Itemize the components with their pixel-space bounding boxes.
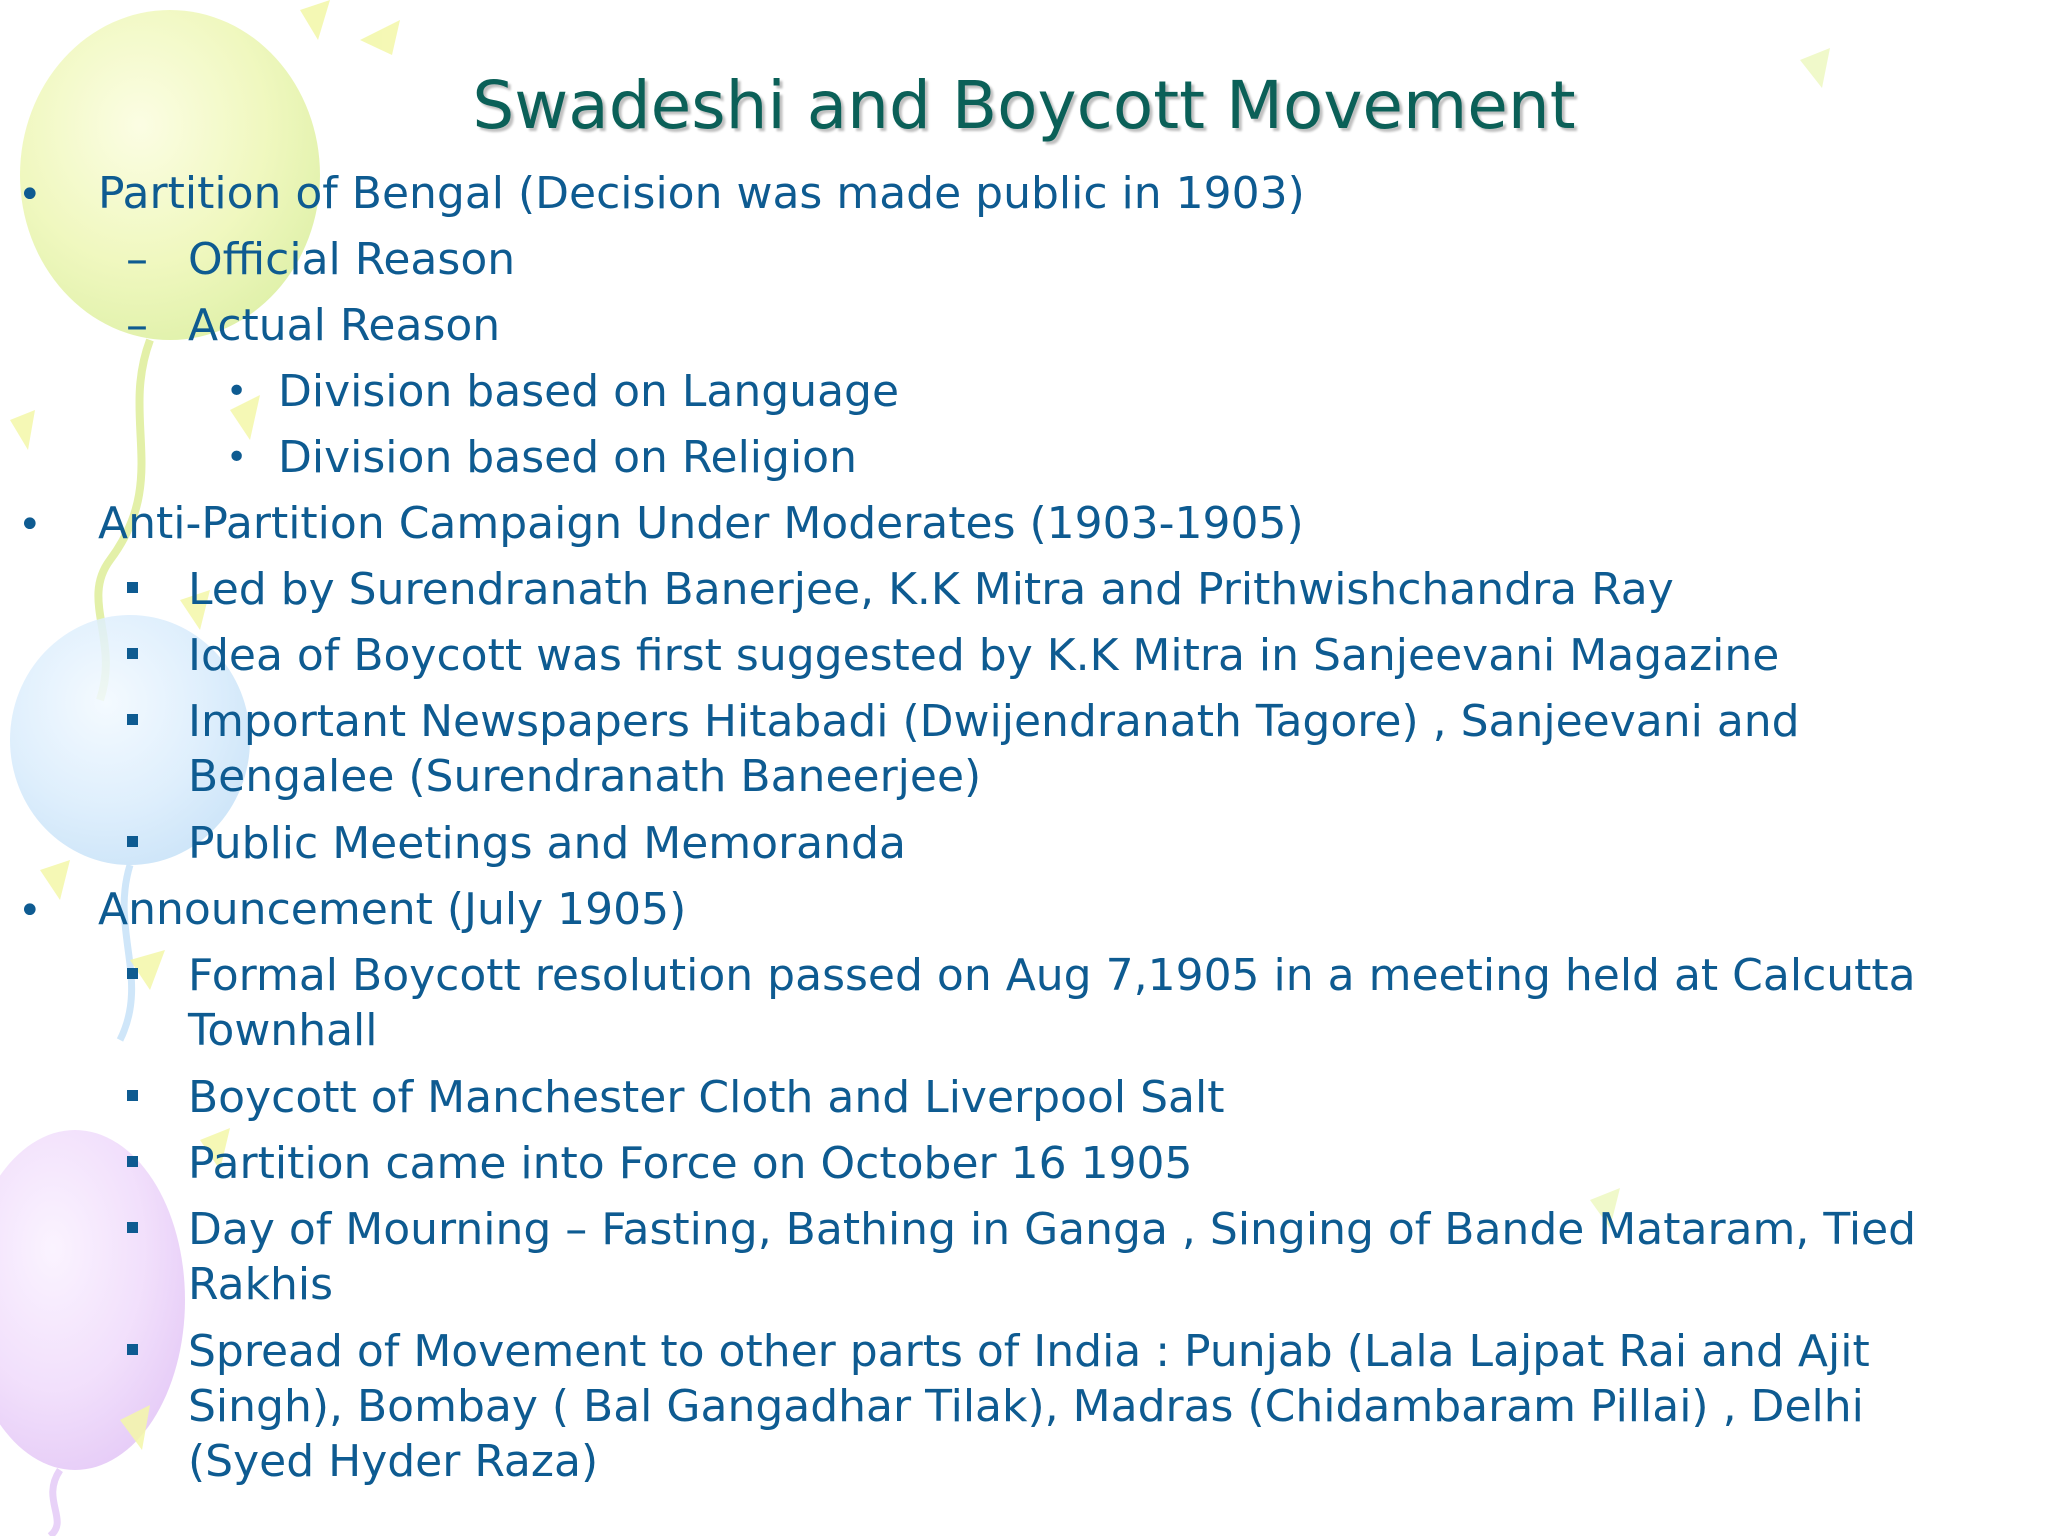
bullet-square-icon — [127, 582, 138, 593]
bullet-dot-icon: • — [226, 437, 248, 478]
list-item: Official Reason — [188, 234, 516, 285]
bullet-dash-icon: – — [126, 300, 148, 351]
list-item: Day of Mourning – Fasting, Bathing in Ganga , Singing of Bande Mataram, Tied — [188, 1204, 1917, 1255]
bullet-square-icon — [127, 1156, 138, 1167]
list-item-continuation: Singh), Bombay ( Bal Gangadhar Tilak), Madras (Chidambaram Pillai) , Delhi — [188, 1381, 1864, 1432]
slide-title: Swadeshi and Boycott Movement — [472, 67, 1576, 144]
list-item-continuation: Rakhis — [188, 1259, 334, 1310]
bullet-square-icon — [127, 836, 138, 847]
list-item: Public Meetings and Memoranda — [188, 818, 906, 869]
list-item-continuation: Townhall — [188, 1005, 378, 1056]
bullet-square-icon — [127, 968, 138, 979]
bullet-square-icon — [127, 648, 138, 659]
list-item: Anti-Partition Campaign Under Moderates (1903-1905) — [98, 498, 1304, 549]
list-item: Division based on Religion — [278, 432, 857, 483]
list-item: Division based on Language — [278, 366, 900, 417]
bullet-dot-icon: • — [226, 371, 248, 412]
bullet-square-icon — [127, 1090, 138, 1101]
bullet-square-icon — [127, 714, 138, 725]
bullet-dot-icon: • — [18, 172, 42, 218]
list-item: Formal Boycott resolution passed on Aug 7,1905 in a meeting held at Calcutta — [188, 950, 1916, 1001]
bullet-square-icon — [127, 1344, 138, 1355]
list-item: Partition of Bengal (Decision was made public in 1903) — [98, 168, 1305, 219]
list-item: Partition came into Force on October 16 1905 — [188, 1138, 1193, 1189]
bullet-dash-icon: – — [126, 234, 148, 285]
bullet-dot-icon: • — [18, 888, 42, 934]
list-item: Led by Surendranath Banerjee, K.K Mitra and Prithwishchandra Ray — [188, 564, 1674, 615]
list-item: Important Newspapers Hitabadi (Dwijendranath Tagore) , Sanjeevani and — [188, 696, 1800, 747]
list-item: Spread of Movement to other parts of India : Punjab (Lala Lajpat Rai and Ajit — [188, 1326, 1870, 1377]
bullet-dot-icon: • — [18, 502, 42, 548]
list-item: Boycott of Manchester Cloth and Liverpool Salt — [188, 1072, 1225, 1123]
list-item-continuation: Bengalee (Surendranath Baneerjee) — [188, 751, 982, 802]
list-item-continuation: (Syed Hyder Raza) — [188, 1436, 599, 1487]
list-item: Actual Reason — [188, 300, 501, 351]
list-item: Idea of Boycott was first suggested by K.K Mitra in Sanjeevani Magazine — [188, 630, 1780, 681]
list-item: Announcement (July 1905) — [98, 884, 687, 935]
bullet-square-icon — [127, 1222, 138, 1233]
